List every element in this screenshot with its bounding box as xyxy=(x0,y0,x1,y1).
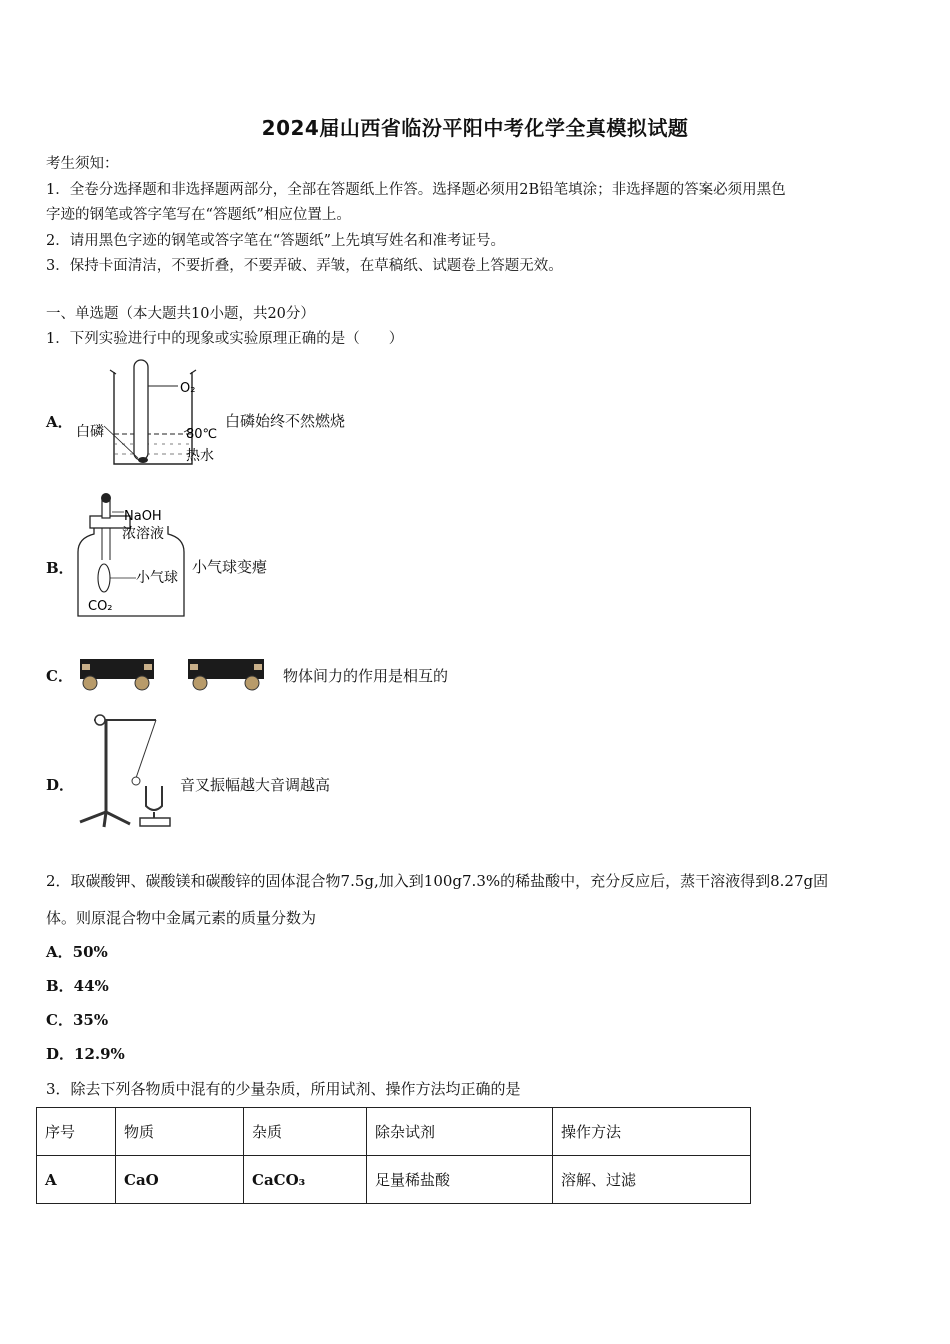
question-2-option: B．44% xyxy=(46,977,109,995)
table-header-cell: 物质 xyxy=(116,1108,244,1156)
option-d-label: D． xyxy=(46,776,75,794)
table-row xyxy=(37,1156,751,1204)
table-header-cell: 操作方法 xyxy=(553,1108,751,1156)
carts-figure xyxy=(76,655,276,693)
table-cell: A xyxy=(37,1156,116,1204)
page-title: 2024届山西省临汾平阳中考化学全真模拟试题 xyxy=(261,116,689,140)
option-b-text: 小气球变瘪 xyxy=(192,558,268,576)
section-heading: 一、单选题（本大题共10小题，共20分） xyxy=(46,306,315,322)
concentrated-solution-label: 浓溶液 xyxy=(122,526,164,542)
white-phosphorus-label: 白磷 xyxy=(76,424,104,440)
question-1-stem: 1．下列实验进行中的现象或实验原理正确的是（ ） xyxy=(46,331,404,347)
naoh-label: NaOH xyxy=(124,509,162,524)
question-2-stem: 2．取碳酸钾、碳酸镁和碳酸锌的固体混合物7.5g,加入到100g7.3%的稀盐酸中，充分反应后，蒸干溶液得到8.27g固 xyxy=(46,872,829,890)
option-a-label: A． xyxy=(46,413,73,431)
table-header-cell: 除杂试剂 xyxy=(367,1108,553,1156)
option-c-text: 物体间力的作用是相互的 xyxy=(283,667,449,685)
option-b-label: B． xyxy=(46,559,74,577)
table-cell: 溶解、过滤 xyxy=(553,1156,751,1204)
question-2-stem: 体。则原混合物中金属元素的质量分数为 xyxy=(46,909,317,927)
co2-label: CO₂ xyxy=(88,599,113,614)
hot-water-label: 热水 xyxy=(186,448,214,464)
impurity-table xyxy=(36,1107,751,1204)
tuning-fork-figure xyxy=(74,706,184,831)
option-a-text: 白磷始终不然燃烧 xyxy=(225,412,346,430)
option-d-text: 音叉振幅越大音调越高 xyxy=(180,776,331,794)
notice-item: 字迹的钢笔或答字笔写在“答题纸”相应位置上。 xyxy=(46,207,351,223)
question-2-option: A．50% xyxy=(46,943,108,961)
question-2-option: C．35% xyxy=(46,1011,109,1029)
table-header-cell: 序号 xyxy=(37,1108,116,1156)
option-c-label: C． xyxy=(46,667,73,685)
notice-item: 3．保持卡面清洁，不要折叠，不要弄破、弄皱，在草稿纸、试题卷上答题无效。 xyxy=(46,258,563,274)
balloon-label: 小气球 xyxy=(136,570,178,586)
notice-item: 2．请用黑色字迹的钢笔或答字笔在“答题纸”上先填写姓名和准考证号。 xyxy=(46,233,506,249)
beaker-figure xyxy=(74,356,224,471)
table-cell: 足量稀盐酸 xyxy=(367,1156,553,1204)
table-header-row xyxy=(37,1108,751,1156)
table-cell: CaO xyxy=(116,1156,244,1204)
table-cell: CaCO₃ xyxy=(244,1156,367,1204)
bottle-figure xyxy=(74,490,194,625)
temperature-label: 80℃ xyxy=(186,427,218,442)
o2-label: O₂ xyxy=(180,381,196,396)
question-3-stem: 3．除去下列各物质中混有的少量杂质，所用试剂、操作方法均正确的是 xyxy=(46,1080,521,1098)
notice-item: 1．全卷分选择题和非选择题两部分，全部在答题纸上作答。选择题必须用2B铅笔填涂；非选择题的答案必须用黑色 xyxy=(46,182,786,198)
table-header-cell: 杂质 xyxy=(244,1108,367,1156)
notice-heading: 考生须知： xyxy=(46,156,119,172)
question-2-option: D．12.9% xyxy=(46,1045,125,1063)
